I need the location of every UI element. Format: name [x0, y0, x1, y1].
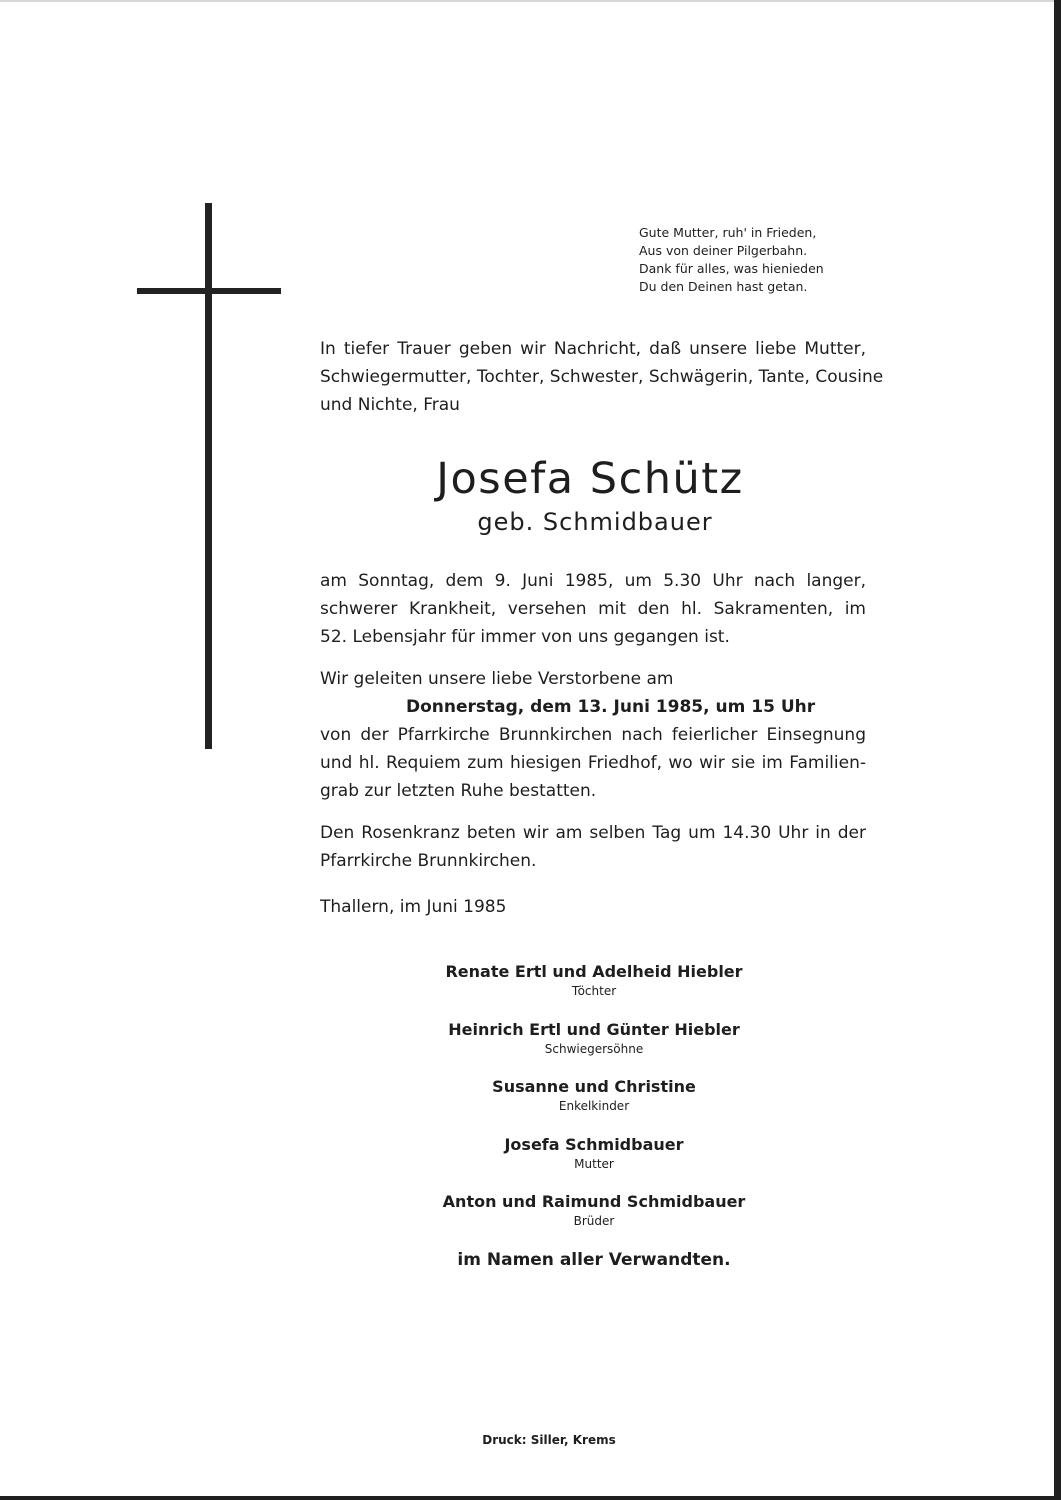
deceased-maiden-name: geb. Schmidbauer — [477, 508, 713, 536]
mourner-group — [0, 1134, 1061, 1172]
death-line: am Sonntag, dem 9. Juni 1985, um 5.30 Uhr nach langer, — [320, 571, 866, 591]
mourner-names: Susanne und Christine — [492, 1077, 696, 1096]
death-line: 52. Lebensjahr für immer von uns gegangen ist. — [320, 627, 730, 647]
mourner-relation: Brüder — [573, 1214, 615, 1228]
poem-line: Dank für alles, was hienieden — [639, 261, 824, 276]
closing-line: im Namen aller Verwandten. — [457, 1250, 731, 1270]
funeral-date: Donnerstag, dem 13. Juni 1985, um 15 Uhr — [406, 697, 816, 717]
place-date — [320, 893, 866, 921]
intro-line: Schwiegermutter, Tochter, Schwester, Schwägerin, Tante, Cousine — [320, 367, 884, 387]
poem-line: Du den Deinen hast getan. — [639, 279, 808, 294]
printer-credit: Druck: Siller, Krems — [482, 1433, 616, 1447]
rosary-paragraph — [320, 819, 866, 875]
cross-icon-horizontal-bar — [137, 288, 281, 294]
mourner-group — [0, 1019, 1061, 1057]
place-date-text: Thallern, im Juni 1985 — [320, 897, 507, 917]
rosary-line: Den Rosenkranz beten wir am selben Tag um 14.30 Uhr in der — [320, 823, 866, 843]
mourner-names: Josefa Schmidbauer — [504, 1135, 684, 1154]
mourner-names: Anton und Raimund Schmidbauer — [442, 1192, 746, 1211]
funeral-line: und hl. Requiem zum hiesigen Friedhof, wo wir sie im Familien- — [320, 753, 866, 773]
funeral-line: Wir geleiten unsere liebe Verstorbene am — [320, 669, 674, 689]
rosary-line: Pfarrkirche Brunnkirchen. — [320, 851, 537, 871]
mourner-group — [0, 1191, 1061, 1229]
mourner-relation: Mutter — [574, 1157, 614, 1171]
mourner-group — [0, 961, 1061, 999]
mourner-names: Heinrich Ertl und Günter Hiebler — [448, 1020, 740, 1039]
paper-top-edge — [0, 0, 1061, 2]
intro-paragraph — [320, 335, 884, 419]
intro-line: und Nichte, Frau — [320, 395, 460, 415]
mourner-relation: Töchter — [571, 984, 617, 998]
mourner-group — [0, 1076, 1061, 1114]
funeral-line: von der Pfarrkirche Brunnkirchen nach feierlicher Einsegnung — [320, 725, 866, 745]
paper-bottom-edge — [0, 1496, 1061, 1500]
memorial-poem — [639, 224, 824, 296]
intro-line: In tiefer Trauer geben wir Nachricht, daß unsere liebe Mutter, — [320, 339, 866, 359]
death-line: schwerer Krankheit, versehen mit den hl. Sakramenten, im — [320, 599, 866, 619]
funeral-paragraph — [320, 665, 866, 805]
poem-line: Gute Mutter, ruh' in Frieden, — [639, 225, 817, 240]
mourner-relation: Schwiegersöhne — [544, 1042, 644, 1056]
deceased-name: Josefa Schütz — [436, 454, 744, 504]
death-paragraph — [320, 567, 866, 651]
poem-line: Aus von deiner Pilgerbahn. — [639, 243, 808, 258]
funeral-line: grab zur letzten Ruhe bestatten. — [320, 781, 597, 801]
paper-right-edge — [1054, 0, 1061, 1500]
mourner-relation: Enkelkinder — [558, 1099, 630, 1113]
mourner-names: Renate Ertl und Adelheid Hiebler — [445, 962, 743, 981]
